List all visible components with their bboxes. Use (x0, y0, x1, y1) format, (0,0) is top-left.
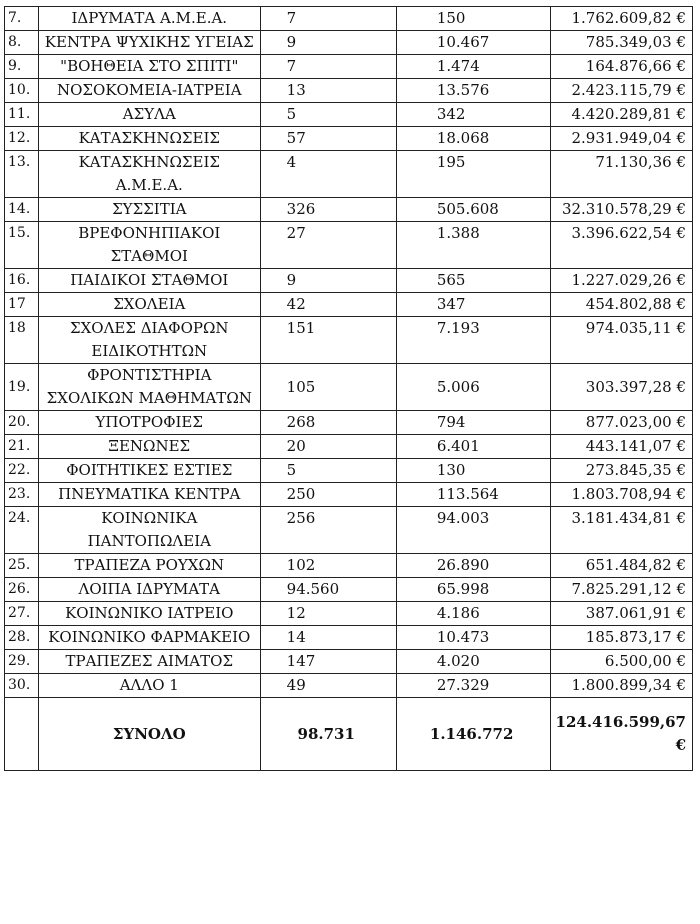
row-number: 15. (5, 222, 39, 269)
beneficiaries-count: 347 (396, 293, 551, 317)
amount-value: 1.227.029,26 € (551, 269, 693, 293)
amount-value: 2.423.115,79 € (551, 79, 693, 103)
beneficiaries-count: 1.474 (396, 55, 551, 79)
amount-value: 7.825.291,12 € (551, 578, 693, 602)
amount-value: 273.845,35 € (551, 459, 693, 483)
unit-count: 94.560 (260, 578, 396, 602)
table-row (5, 55, 693, 79)
table-row (5, 317, 693, 364)
beneficiaries-count: 342 (396, 103, 551, 127)
beneficiaries-count: 794 (396, 411, 551, 435)
row-number: 22. (5, 459, 39, 483)
table-row (5, 578, 693, 602)
amount-value: 3.396.622,54 € (551, 222, 693, 269)
unit-count: 13 (260, 79, 396, 103)
table-row (5, 7, 693, 31)
table-row (5, 459, 693, 483)
amount-value: 303.397,28 € (551, 364, 693, 411)
unit-count: 102 (260, 554, 396, 578)
row-number: 10. (5, 79, 39, 103)
category-name: ΑΛΛΟ 1 (38, 674, 260, 698)
unit-count: 7 (260, 55, 396, 79)
amount-value: 185.873,17 € (551, 626, 693, 650)
unit-count: 256 (260, 507, 396, 554)
amount-value: 2.931.949,04 € (551, 127, 693, 151)
category-name: "ΒΟΗΘΕΙΑ ΣΤΟ ΣΠΙΤΙ" (38, 55, 260, 79)
amount-value: 651.484,82 € (551, 554, 693, 578)
category-name: ΑΣΥΛΑ (38, 103, 260, 127)
category-name: ΦΟΙΤΗΤΙΚΕΣ ΕΣΤΙΕΣ (38, 459, 260, 483)
beneficiaries-count: 10.467 (396, 31, 551, 55)
beneficiaries-count: 27.329 (396, 674, 551, 698)
unit-count: 5 (260, 459, 396, 483)
unit-count: 49 (260, 674, 396, 698)
total-unit-count: 98.731 (260, 698, 396, 771)
amount-value: 3.181.434,81 € (551, 507, 693, 554)
category-name: ΚΕΝΤΡΑ ΨΥΧΙΚΗΣ ΥΓΕΙΑΣ (38, 31, 260, 55)
category-name: ΚΟΙΝΩΝΙΚΟ ΙΑΤΡΕΙΟ (38, 602, 260, 626)
unit-count: 151 (260, 317, 396, 364)
beneficiaries-count: 94.003 (396, 507, 551, 554)
category-name: ΝΟΣΟΚΟΜΕΙΑ-ΙΑΤΡΕΙΑ (38, 79, 260, 103)
row-number: 26. (5, 578, 39, 602)
category-name: ΒΡΕΦΟΝΗΠΙΑΚΟΙ ΣΤΑΘΜΟΙ (38, 222, 260, 269)
unit-count: 42 (260, 293, 396, 317)
table-row (5, 31, 693, 55)
unit-count: 9 (260, 269, 396, 293)
category-name: ΛΟΙΠΑ ΙΔΡΥΜΑΤΑ (38, 578, 260, 602)
table-row (5, 602, 693, 626)
category-name: ΣΧΟΛΕΙΑ (38, 293, 260, 317)
beneficiaries-count: 65.998 (396, 578, 551, 602)
row-number: 24. (5, 507, 39, 554)
category-name: ΞΕΝΩΝΕΣ (38, 435, 260, 459)
amount-value: 1.762.609,82 € (551, 7, 693, 31)
beneficiaries-count: 26.890 (396, 554, 551, 578)
row-number: 12. (5, 127, 39, 151)
beneficiaries-count: 18.068 (396, 127, 551, 151)
table-row (5, 103, 693, 127)
table-row (5, 554, 693, 578)
category-name: ΣΧΟΛΕΣ ΔΙΑΦΟΡΩΝ ΕΙΔΙΚΟΤΗΤΩΝ (38, 317, 260, 364)
beneficiaries-count: 4.020 (396, 650, 551, 674)
beneficiaries-count: 6.401 (396, 435, 551, 459)
category-name: ΚΑΤΑΣΚΗΝΩΣΕΙΣ Α.Μ.Ε.Α. (38, 151, 260, 198)
total-amount: 124.416.599,67 € (551, 698, 693, 771)
beneficiaries-count: 505.608 (396, 198, 551, 222)
row-number: 16. (5, 269, 39, 293)
row-number: 23. (5, 483, 39, 507)
table-row (5, 507, 693, 554)
row-number: 9. (5, 55, 39, 79)
beneficiaries-count: 10.473 (396, 626, 551, 650)
row-number: 25. (5, 554, 39, 578)
table-row (5, 435, 693, 459)
table-row (5, 483, 693, 507)
beneficiaries-count: 565 (396, 269, 551, 293)
row-number: 27. (5, 602, 39, 626)
beneficiaries-count: 195 (396, 151, 551, 198)
row-number: 8. (5, 31, 39, 55)
unit-count: 326 (260, 198, 396, 222)
category-name: ΤΡΑΠΕΖΕΣ ΑΙΜΑΤΟΣ (38, 650, 260, 674)
amount-value: 454.802,88 € (551, 293, 693, 317)
table-row (5, 269, 693, 293)
category-name: ΠΑΙΔΙΚΟΙ ΣΤΑΘΜΟΙ (38, 269, 260, 293)
table-row (5, 650, 693, 674)
category-name: ΚΑΤΑΣΚΗΝΩΣΕΙΣ (38, 127, 260, 151)
total-label: ΣΥΝΟΛΟ (38, 698, 260, 771)
beneficiaries-count: 5.006 (396, 364, 551, 411)
beneficiaries-count: 150 (396, 7, 551, 31)
row-number: 14. (5, 198, 39, 222)
amount-value: 785.349,03 € (551, 31, 693, 55)
table-row (5, 364, 693, 411)
row-number: 30. (5, 674, 39, 698)
institutions-table (4, 6, 693, 771)
row-number (5, 698, 39, 771)
row-number: 17 (5, 293, 39, 317)
total-beneficiaries: 1.146.772 (396, 698, 551, 771)
table-row (5, 626, 693, 650)
table-row (5, 293, 693, 317)
row-number: 18 (5, 317, 39, 364)
row-number: 21. (5, 435, 39, 459)
table-row (5, 411, 693, 435)
category-name: ΥΠΟΤΡΟΦΙΕΣ (38, 411, 260, 435)
unit-count: 27 (260, 222, 396, 269)
amount-value: 71.130,36 € (551, 151, 693, 198)
amount-value: 4.420.289,81 € (551, 103, 693, 127)
row-number: 28. (5, 626, 39, 650)
unit-count: 250 (260, 483, 396, 507)
row-number: 11. (5, 103, 39, 127)
amount-value: 974.035,11 € (551, 317, 693, 364)
amount-value: 164.876,66 € (551, 55, 693, 79)
unit-count: 12 (260, 602, 396, 626)
beneficiaries-count: 13.576 (396, 79, 551, 103)
unit-count: 105 (260, 364, 396, 411)
beneficiaries-count: 4.186 (396, 602, 551, 626)
unit-count: 7 (260, 7, 396, 31)
unit-count: 5 (260, 103, 396, 127)
table-row (5, 674, 693, 698)
table-row (5, 198, 693, 222)
unit-count: 268 (260, 411, 396, 435)
category-name: ΣΥΣΣΙΤΙΑ (38, 198, 260, 222)
beneficiaries-count: 113.564 (396, 483, 551, 507)
category-name: ΚΟΙΝΩΝΙΚΑ ΠΑΝΤΟΠΩΛΕΙΑ (38, 507, 260, 554)
amount-value: 1.803.708,94 € (551, 483, 693, 507)
unit-count: 4 (260, 151, 396, 198)
unit-count: 57 (260, 127, 396, 151)
category-name: ΚΟΙΝΩΝΙΚΟ ΦΑΡΜΑΚΕΙΟ (38, 626, 260, 650)
row-number: 13. (5, 151, 39, 198)
row-number: 7. (5, 7, 39, 31)
amount-value: 387.061,91 € (551, 602, 693, 626)
amount-value: 32.310.578,29 € (551, 198, 693, 222)
beneficiaries-count: 1.388 (396, 222, 551, 269)
unit-count: 9 (260, 31, 396, 55)
category-name: ΠΝΕΥΜΑΤΙΚΑ ΚΕΝΤΡΑ (38, 483, 260, 507)
beneficiaries-count: 7.193 (396, 317, 551, 364)
unit-count: 147 (260, 650, 396, 674)
table-row (5, 151, 693, 198)
amount-value: 1.800.899,34 € (551, 674, 693, 698)
category-name: ΙΔΡΥΜΑΤΑ Α.Μ.Ε.Α. (38, 7, 260, 31)
beneficiaries-count: 130 (396, 459, 551, 483)
total-row (5, 698, 693, 771)
unit-count: 20 (260, 435, 396, 459)
category-name: ΤΡΑΠΕΖΑ ΡΟΥΧΩΝ (38, 554, 260, 578)
row-number: 29. (5, 650, 39, 674)
row-number: 20. (5, 411, 39, 435)
table-row (5, 79, 693, 103)
category-name: ΦΡΟΝΤΙΣΤΗΡΙΑ ΣΧΟΛΙΚΩΝ ΜΑΘΗΜΑΤΩΝ (38, 364, 260, 411)
amount-value: 6.500,00 € (551, 650, 693, 674)
amount-value: 443.141,07 € (551, 435, 693, 459)
amount-value: 877.023,00 € (551, 411, 693, 435)
table-row (5, 127, 693, 151)
table-row (5, 222, 693, 269)
row-number: 19. (5, 364, 39, 411)
unit-count: 14 (260, 626, 396, 650)
